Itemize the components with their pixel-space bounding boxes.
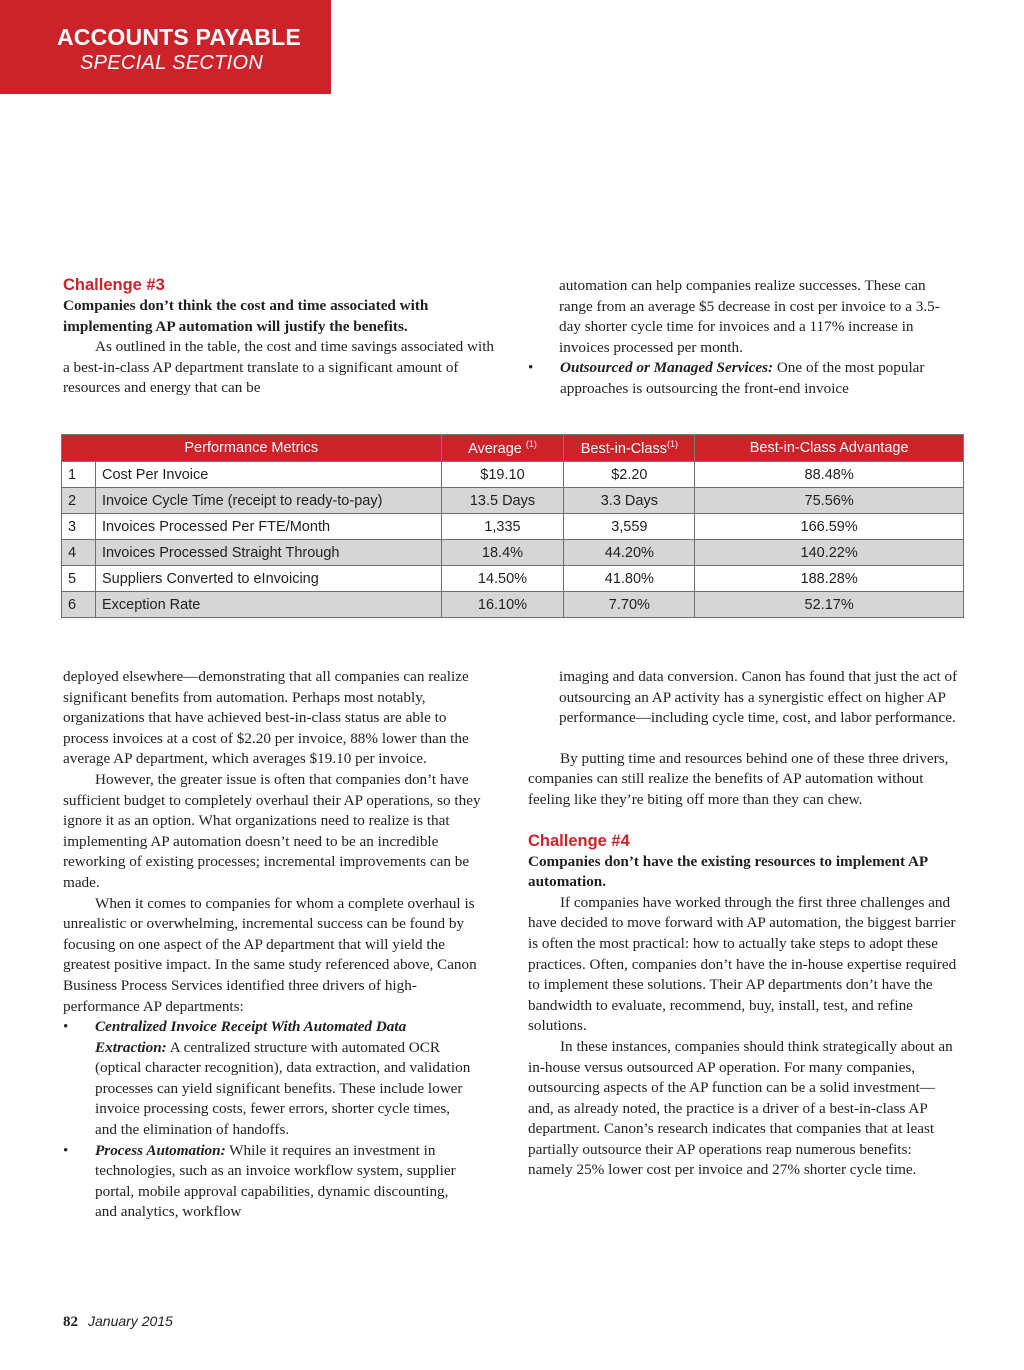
header-performance-metrics: Performance Metrics [62, 435, 442, 462]
challenge3-paragraph: As outlined in the table, the cost and time savings associated with a best-in-class AP department translate to a significant amount of resources and energy that can be [63, 338, 495, 397]
header-best-in-class [564, 435, 695, 462]
bullet-icon: • [528, 359, 534, 377]
challenge4-lead: Companies don’t have the existing resources to implement AP automation. [528, 852, 928, 891]
row-metric: Cost Per Invoice [95, 462, 441, 488]
bullet-outsourced [528, 358, 960, 399]
row-number: 3 [62, 514, 96, 540]
row-advantage: 140.22% [695, 540, 964, 566]
row-advantage: 52.17% [695, 592, 964, 618]
challenge3-right-column [528, 276, 960, 400]
section-banner [0, 0, 331, 94]
row-number: 1 [62, 462, 96, 488]
bullet-icon: • [63, 1141, 69, 1159]
bullet-centralized-text: A centralized structure with automated OCR (optical character recognition), data extraction, and validation processes can yield significant benefits. These include lower invoice processing costs, fewer errors, shorter cycle times, and the elimination of handoffs. [95, 1038, 471, 1139]
right-paragraph-2: By putting time and resources behind one of these three drivers, companies can still realize the benefits of AP automation without feeling like they’re biting off more than they can chew. [528, 749, 949, 808]
header-average-label: Average [468, 440, 522, 457]
row-advantage: 75.56% [695, 488, 964, 514]
row-best: 44.20% [564, 540, 695, 566]
row-number: 5 [62, 566, 96, 592]
right-bottom-column [528, 667, 960, 1181]
row-average: 14.50% [441, 566, 564, 592]
row-best: 3.3 Days [564, 488, 695, 514]
right-paragraph-4: In these instances, companies should think strategically about an in-house versus outsourced AP operation. For many companies, outsourcing aspects of the AP function can be a solid investment—and, as already noted, the practice is a driver of a best-in-class AP department. Canon’s research indicates that companies that at least partially outsource their AP operations reap numerous benefits: namely 25% lower cost per invoice and 27% shorter cycle time. [528, 1037, 953, 1179]
row-advantage: 88.48% [695, 462, 964, 488]
right-top-paragraph: automation can help companies realize successes. These can range from an average $5 decrease in cost per invoice to a 3.5-day shorter cycle time for invoices and a 117% increase in invoices processed per month. [559, 277, 940, 356]
bullet-centralized-invoice [63, 1017, 471, 1141]
challenge3-heading: Challenge #3 [63, 276, 165, 294]
performance-metrics-table [61, 434, 964, 618]
bullet-outsourced-label: Outsourced or Managed Services: [560, 359, 774, 377]
bullet-process-text: While it requires an investment in technologies, such as an invoice workflow system, supplier portal, mobile approval capabilities, dynamic discounting, and analytics, workflow [95, 1141, 456, 1221]
row-number: 6 [62, 592, 96, 618]
table-row [62, 462, 964, 488]
banner-subtitle: SPECIAL SECTION [80, 52, 264, 74]
row-advantage: 166.59% [695, 514, 964, 540]
row-best: 3,559 [564, 514, 695, 540]
challenge4-heading: Challenge #4 [528, 831, 630, 850]
right-paragraph-3: If companies have worked through the first three challenges and have decided to move forward with AP automation, the biggest barrier is often the most practical: how to actually take steps to adopt these practices. Often, companies don’t have the in-house expertise required to implement these solutions. Their AP departments don’t have the bandwidth to evaluate, recommend, buy, install, test, and refine solutions. [528, 893, 957, 1035]
left-bottom-column [63, 667, 493, 1223]
left-paragraph-3: When it comes to companies for whom a complete overhaul is unrealistic or overwhelming, incremental success can be found by focusing on one aspect of the AP department that will yield the greatest positive impact. In the same study referenced above, Canon Business Process Services identified three drivers of high-performance AP departments: [63, 894, 477, 1015]
row-advantage: 188.28% [695, 566, 964, 592]
header-advantage: Best-in-Class Advantage [695, 435, 964, 462]
bullet-centralized-label: Centralized Invoice Receipt With Automated Data Extraction: [95, 1018, 407, 1056]
right-top-bullets [528, 358, 960, 399]
table-header-row [62, 435, 964, 462]
banner-title: ACCOUNTS PAYABLE [57, 24, 301, 50]
row-average: 18.4% [441, 540, 564, 566]
table-row [62, 540, 964, 566]
row-metric: Invoice Cycle Time (receipt to ready-to-pay) [95, 488, 441, 514]
header-best-label: Best-in-Class [580, 440, 667, 457]
challenge3-lead: Companies don’t think the cost and time associated with implementing AP automation will justify the benefits. [63, 297, 429, 335]
row-best: 7.70% [564, 592, 695, 618]
row-best: $2.20 [564, 462, 695, 488]
left-paragraph-1: deployed elsewhere—demonstrating that all companies can realize significant benefits from automation. Perhaps most notably, organizations that have achieved best-in-class status are able to process invoices at a cost of $2.20 per invoice, 88% lower than the average AP department, which averages $19.10 per invoice. [63, 668, 469, 768]
table-row [62, 592, 964, 618]
bullet-process-automation [63, 1141, 471, 1223]
header-average [441, 435, 564, 462]
footnote-marker: (1) [666, 439, 678, 450]
table-row [62, 514, 964, 540]
page-footer [63, 1313, 173, 1331]
row-metric: Invoices Processed Straight Through [95, 540, 441, 566]
bullet-icon: • [63, 1018, 69, 1036]
issue-date: January 2015 [88, 1313, 173, 1329]
row-number: 2 [62, 488, 96, 514]
challenge3-left-column [63, 274, 499, 399]
left-paragraph-2: However, the greater issue is often that companies don’t have sufficient budget to completely overhaul their AP operations, so they ignore it as an option. What organizations need to realize is that implementing AP automation doesn’t need to be an incredible reworking of existing processes; incremental improvements can be made. [63, 770, 481, 891]
bullet-outsourced-text: One of the most popular approaches is outsourcing the front-end invoice [560, 359, 925, 397]
row-metric: Suppliers Converted to eInvoicing [95, 566, 441, 592]
row-average: 1,335 [441, 514, 564, 540]
row-average: 13.5 Days [441, 488, 564, 514]
row-number: 4 [62, 540, 96, 566]
row-metric: Exception Rate [95, 592, 441, 618]
drivers-bullet-list [63, 1017, 493, 1223]
row-metric: Invoices Processed Per FTE/Month [95, 514, 441, 540]
right-paragraph-1: imaging and data conversion. Canon has found that just the act of outsourcing an AP activity has a synergistic effect on higher AP performance—including cycle time, cost, and labor performance. [559, 668, 958, 727]
footnote-marker: (1) [525, 439, 537, 450]
table-row [62, 566, 964, 592]
table-row [62, 488, 964, 514]
row-average: $19.10 [441, 462, 564, 488]
page-number: 82 [63, 1314, 78, 1330]
row-average: 16.10% [441, 592, 564, 618]
bullet-process-label: Process Automation: [95, 1141, 226, 1159]
row-best: 41.80% [564, 566, 695, 592]
